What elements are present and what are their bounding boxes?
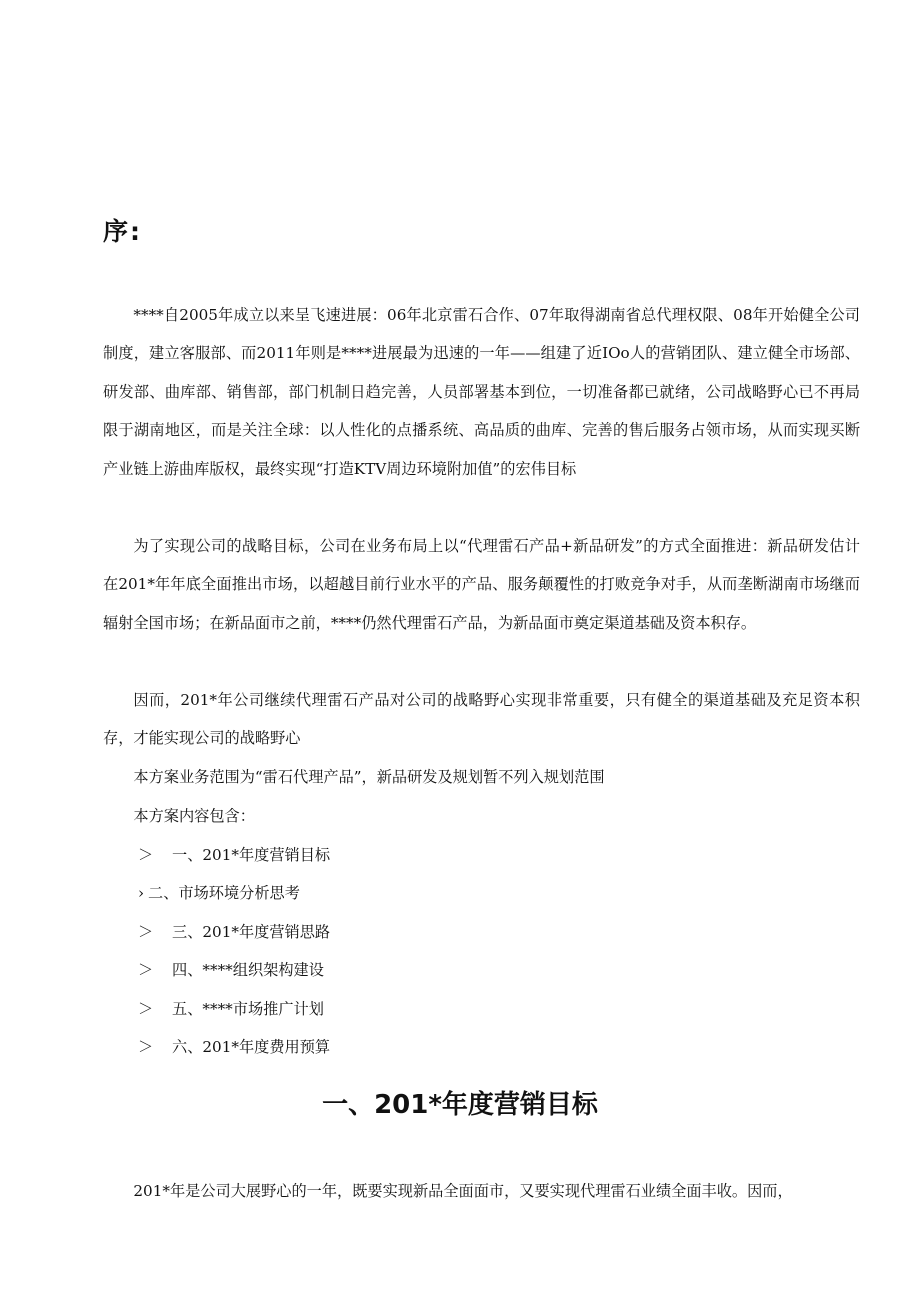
toc-item	[138, 951, 330, 989]
toc-item	[138, 836, 330, 874]
preface-heading: 序:	[103, 217, 142, 246]
chevron-right-icon: ›	[138, 884, 145, 903]
chevron-right-icon: ＞	[138, 961, 154, 980]
toc-item-label: 二、市场环境分析思考	[148, 884, 300, 903]
toc-item-label: 六、201*年度费用预算	[172, 1037, 331, 1056]
toc-item	[138, 1028, 330, 1066]
toc-item-label: 五、****市场推广计划	[172, 999, 324, 1018]
toc-item-label: 四、****组织架构建设	[172, 961, 324, 980]
chevron-right-icon: ＞	[138, 999, 154, 1018]
chevron-right-icon: ＞	[138, 846, 154, 864]
paragraph-strategy: 为了实现公司的战略目标，公司在业务布局上以“代理雷石产品+新品研发”的方式全面推进：新品研发估计在201*年年底全面推出市场，以超越目前行业水平的产品、服务颠覆性的打败竞争对手，从而垄断湖南市场继而辐射全国市场；在新品面市之前，****仍然代理雷石产品，为新品面市奠定渠道基础及资本积存。	[103, 537, 860, 632]
toc-item	[138, 990, 330, 1028]
paragraph-section-intro: 201*年是公司大展野心的一年，既要实现新品全面面市，又要实现代理雷石业绩全面丰收。因而，	[133, 1182, 793, 1200]
toc-item	[138, 874, 330, 912]
toc-item	[138, 913, 330, 951]
paragraph-scope: 本方案业务范围为“雷石代理产品”，新品研发及规划暂不列入规划范围	[133, 768, 605, 786]
table-of-contents	[138, 836, 330, 1066]
paragraph-importance: 因而，201*年公司继续代理雷石产品对公司的战略野心实现非常重要，只有健全的渠道基础及充足资本积存，才能实现公司的战略野心	[103, 691, 860, 748]
toc-item-label: 一、201*年度营销目标	[172, 846, 331, 864]
section-title: 一、201*年度营销目标	[322, 1090, 598, 1120]
paragraph-contents-intro: 本方案内容包含：	[133, 807, 255, 825]
paragraph-company-history: ****自2005年成立以来呈飞速进展：06年北京雷石合作、07年取得湖南省总代理权限、08年开始健全公司制度，建立客服部、而2011年则是****进展最为迅速的一年——组建了近IOo人的营销团队、建立健全市场部、研发部、曲库部、销售部，部门机制日趋完善，人员部署基本到位，一切准备都已就绪，公司战略野心已不再局限于湖南地区，而是关注全球：以人性化的点播系统、高品质的曲库、完善的售后服务占领市场，从而实现买断产业链上游曲库版权，最终实现“打造KTV周边环境附加值”的宏伟目标	[103, 306, 860, 478]
chevron-right-icon: ＞	[138, 1037, 154, 1056]
chevron-right-icon: ＞	[138, 922, 154, 941]
toc-item-label: 三、201*年度营销思路	[172, 922, 331, 941]
